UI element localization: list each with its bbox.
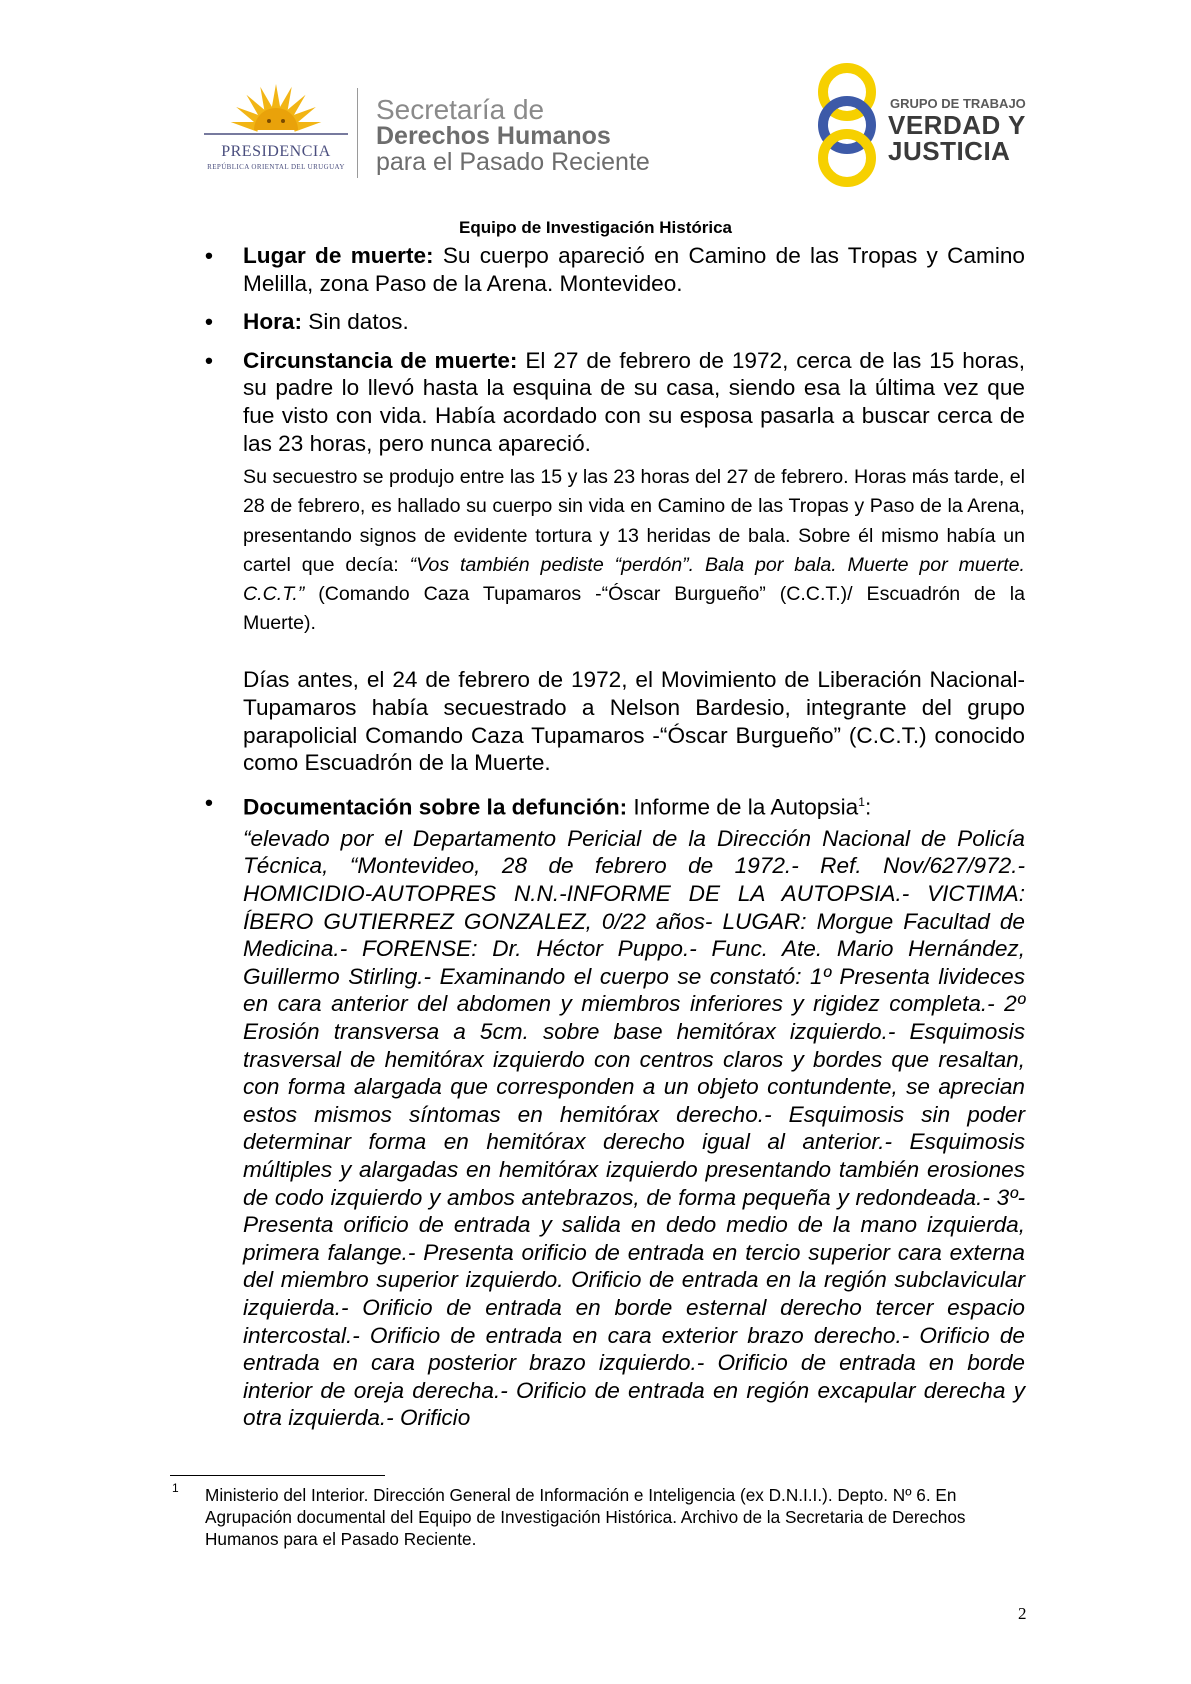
bullet: • <box>205 309 213 335</box>
grupo-trabajo-label: GRUPO DE TRABAJO <box>890 96 1026 111</box>
item-text: Su cuerpo apareció en Camino de las Tropas y Camino Melilla, zona Paso de la Arena. Montevideo. <box>243 243 1025 296</box>
header-divider <box>357 88 358 178</box>
dias-antes-paragraph: Días antes, el 24 de febrero de 1972, el Movimiento de Liberación Nacional- Tupamaros había secuestrado a Nelson Bardesio, integrante del grupo parapolicial Comando Caza Tupamaros -“Óscar Burgueño” (C.C.T.) conocido como Escuadrón de la Muerte. <box>243 667 1025 776</box>
cartel-quote: “Vos también pediste “perdón”. Bala por bala. Muerte por muerte. C.C.T.” <box>243 553 1025 605</box>
footnote-number: 1 <box>172 1481 179 1495</box>
autopsia-quote: “elevado por el Departamento Pericial de la Dirección Nacional de Policía Técnica, “Montevideo, 28 de febrero de 1972.- Ref. Nov/627/972.-HOMICIDIO-AUTOPRES N.N.-INFORME DE LA AUTOPSIA.- VICTIMA: ÍBERO GUTIERREZ GONZALEZ, 0/22 años- LUGAR: Morgue Facultad de Medicina.- FORENSE: Dr. Héctor Puppo.- Func. Ate. Mario Hernández, Guillermo Stirling.- Examinando el cuerpo se constató: 1º Presenta livideces en cara anterior del abdomen y miembros inferiores y rigidez completa.- 2º Erosión transversa a 5cm. sobre base hemitórax izquierdo.- Esquimosis trasversal de hemitórax izquierdo con centros claros y bordes que resaltan, con forma alargada que corresponden a un objeto contundente, se aprecian estos mismos síntomas en hemitórax derecho.- Esquimosis sin poder determinar forma en hemitórax derecho igual al anterior.- Esquimosis múltiples y alargadas en hemitórax izquierdo presentando también erosiones de codo izquierdo y ambos antebrazos, de forma pequeña y redondeada.- 3º-Presenta orificio de entrada y salida en dedo medio de la mano izquierda, primera falange.- Presenta orificio de entrada en tercio superior cara externa del miembro superior izquierdo. Orificio de entrada en la región subclavicular izquierda.- Orificio de entrada en borde esternal derecho tercer espacio intercostal.- Orificio de entrada en cara exterior brazo derecho.- Orificio de entrada en cara posterior brazo izquierdo.- Orificio de entrada en borde interior de oreja derecha.- Orificio de entrada en región excapular derecha y otra izquierda.- Orificio <box>243 825 1025 1431</box>
presidencia-sublabel: REPÚBLICA ORIENTAL DEL URUGUAY <box>207 163 345 171</box>
verdad-y-label: VERDAD Y <box>888 110 1026 140</box>
bullet: • <box>205 243 213 268</box>
justicia-label: JUSTICIA <box>888 136 1011 166</box>
footnote-ref[interactable]: 1 <box>858 794 865 809</box>
item-label: Documentación sobre la defunción: <box>243 794 628 820</box>
secretaria-title-line1: Secretaría de <box>376 94 545 125</box>
secretaria-title-line2: Derechos Humanos <box>376 122 611 150</box>
team-title: Equipo de Investigación Histórica <box>459 218 732 237</box>
bullet: • <box>205 789 213 815</box>
item-label: Lugar de muerte: <box>243 243 434 268</box>
footnote-text: Ministerio del Interior. Dirección General de Información e Inteligencia (ex D.N.I.I.). Depto. Nº 6. En Agrupación documental del Equipo de Investigación Histórica. Archivo de la Secretaria de Derechos Humanos para el Pasado Reciente. <box>205 1485 966 1549</box>
page-number: 2 <box>1018 1604 1027 1623</box>
presidencia-label: PRESIDENCIA <box>221 143 331 160</box>
item-text: El 27 de febrero de 1972, cerca de las 15 horas, su padre lo llevó hasta la esquina de su casa, siendo esa la última vez que fue visto con vida. Había acordado con su esposa pasarla a buscar cerca de las 23 horas, pero nunca apareció. <box>243 347 1026 456</box>
item-text: Informe de la Autopsia <box>627 794 859 820</box>
item-text: Sin datos. <box>302 309 409 335</box>
secretaria-title-line3: para el Pasado Reciente <box>376 148 650 176</box>
list-item-lugar <box>205 242 1025 297</box>
grupo-trabajo-rings-logo <box>812 62 882 188</box>
secuestro-text-2: (Comando Caza Tupamaros -“Óscar Burgueño” (C.C.T.)/ Escuadrón de la Muerte). <box>243 582 1025 635</box>
list-item-documentacion <box>205 789 1025 821</box>
item-text-after: : <box>864 794 872 820</box>
list-item-circunstancia <box>205 347 1025 457</box>
footnote-separator <box>170 1475 385 1476</box>
secuestro-text-1: Su secuestro se produjo entre las 15 y las 23 horas del 27 de febrero. Horas más tarde, el 28 de febrero, es hallado su cuerpo sin vida en Camino de las Tropas y Paso de la Arena, presentando signos de evidente tortura y 13 heridas de bala. Sobre él mismo había un cartel que decía: <box>243 466 1026 576</box>
item-label: Hora: <box>243 309 302 335</box>
secuestro-paragraph <box>205 463 1025 638</box>
item-label: Circunstancia de muerte: <box>243 347 518 373</box>
document-body <box>205 242 1025 1432</box>
bullet: • <box>205 347 213 373</box>
list-item-hora <box>205 308 1025 336</box>
